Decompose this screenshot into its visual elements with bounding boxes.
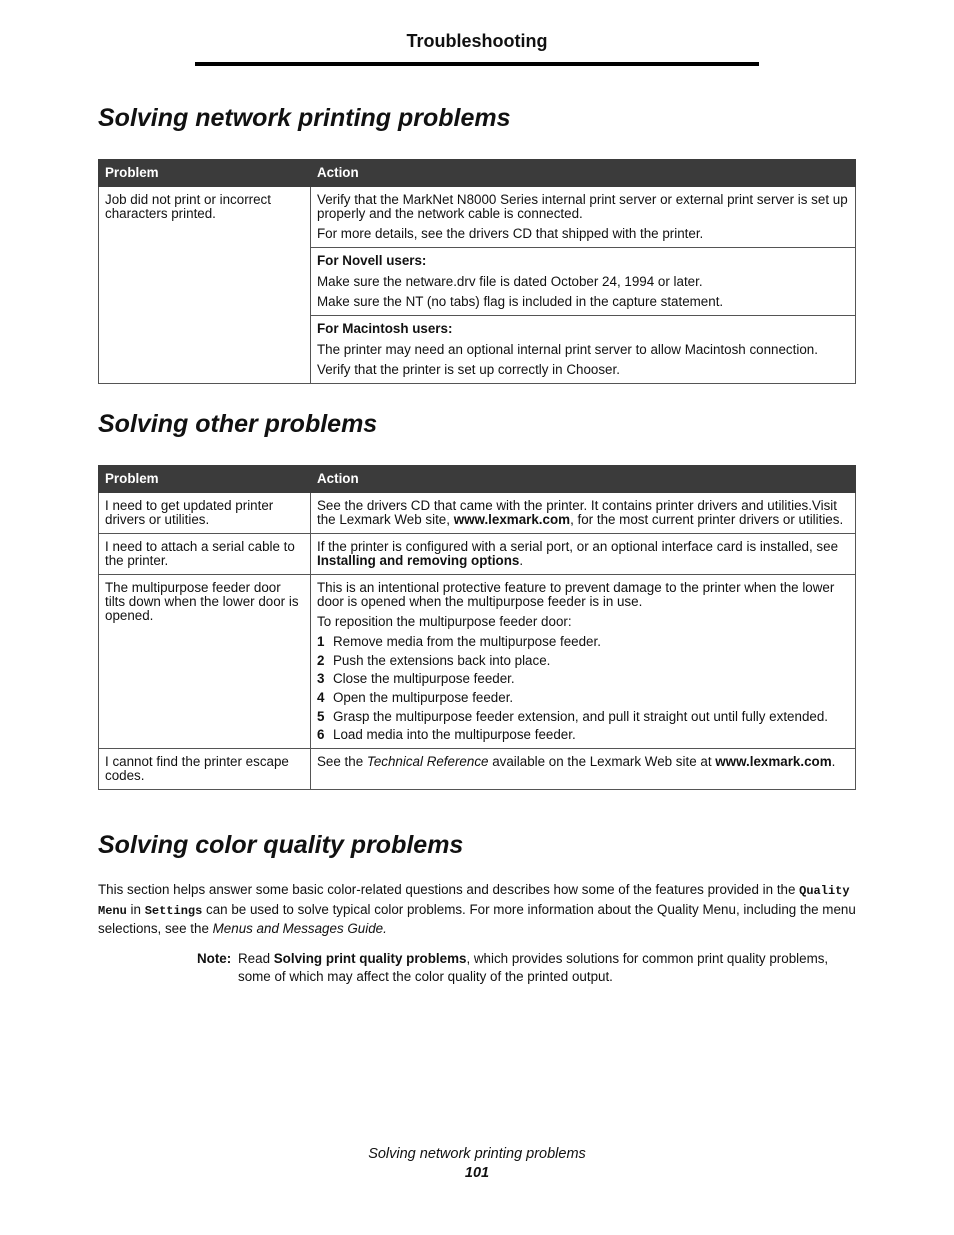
lexmark-link[interactable]: www.lexmark.com bbox=[715, 754, 832, 770]
action-cell: See the Technical Reference available on the Lexmark Web site at www.lexmark.com. bbox=[311, 749, 856, 790]
table-row bbox=[99, 534, 856, 575]
table-header-row bbox=[99, 466, 856, 493]
running-head: Troubleshooting bbox=[406, 31, 548, 51]
section-title-network: Solving network printing problems bbox=[98, 104, 511, 132]
list-item: 1 Remove media from the multipurpose feeder. bbox=[317, 634, 601, 649]
column-header-action: Action bbox=[311, 466, 856, 493]
column-header-action: Action bbox=[311, 160, 856, 187]
section-title-color: Solving color quality problems bbox=[98, 831, 464, 859]
list-item: 3 Close the multipurpose feeder. bbox=[317, 671, 515, 687]
list-item: 4 Open the multipurpose feeder. bbox=[317, 690, 514, 706]
list-item: 2 Push the extensions back into place. bbox=[317, 652, 551, 668]
quality-menu-code: Quality Menu bbox=[98, 884, 850, 918]
problem-cell: I need to attach a serial cable to the printer. bbox=[99, 534, 311, 575]
action-cell bbox=[311, 575, 856, 749]
column-header-problem: Problem bbox=[99, 160, 311, 187]
section-title-other: Solving other problems bbox=[98, 410, 378, 438]
macintosh-heading: For Macintosh users: bbox=[317, 321, 453, 336]
action-cell-macintosh bbox=[311, 316, 856, 384]
lexmark-link[interactable]: www.lexmark.com bbox=[453, 512, 571, 527]
action-text: Verify that the printer is set up correctly in Chooser. bbox=[317, 362, 620, 377]
action-cell: See the drivers CD that came with the printer. It contains printer drivers and utilities.Visit the Lexmark Web site, www.lexmark.com, for the most current printer drivers or utilities. bbox=[311, 493, 856, 534]
problem-cell: Job did not print or incorrect characters printed. bbox=[99, 187, 311, 384]
novell-heading: For Novell users: bbox=[317, 253, 427, 268]
header-rule bbox=[195, 62, 759, 66]
other-problems-table bbox=[98, 465, 856, 790]
problem-cell: The multipurpose feeder door tilts down when the lower door is opened. bbox=[99, 575, 311, 749]
note-label: Note: bbox=[197, 951, 232, 966]
problem-cell: I cannot find the printer escape codes. bbox=[99, 749, 311, 790]
column-header-problem: Problem bbox=[99, 466, 311, 493]
action-text: Verify that the MarkNet N8000 Series internal print server or external print server is set up properly and the network cable is connected. bbox=[317, 192, 848, 221]
action-text: To reposition the multipurpose feeder door: bbox=[317, 614, 572, 629]
table-row bbox=[99, 187, 856, 248]
table-row bbox=[99, 575, 856, 749]
note-block bbox=[197, 950, 857, 985]
action-text: For more details, see the drivers CD that shipped with the printer. bbox=[317, 226, 704, 241]
print-quality-link[interactable]: Solving print quality problems bbox=[273, 951, 467, 966]
settings-code: Settings bbox=[144, 903, 203, 918]
steps-list bbox=[317, 635, 849, 742]
technical-reference-title: Technical Reference bbox=[366, 754, 489, 770]
list-item: 5 Grasp the multipurpose feeder extension, and pull it straight out until fully extended. bbox=[317, 708, 829, 724]
action-text: Make sure the netware.drv file is dated October 24, 1994 or later. bbox=[317, 274, 703, 289]
footer-section-name: Solving network printing problems bbox=[368, 1146, 586, 1162]
color-intro-paragraph: This section helps answer some basic color-related questions and describes how some of the features provided in the Quality Menu in Settings can be used to solve typical color problems. For more information about the Quality Menu, including the menu selections, see the Menus and Messages Guide. bbox=[98, 882, 856, 937]
action-cell bbox=[311, 187, 856, 248]
installing-options-link[interactable]: Installing and removing options bbox=[317, 553, 520, 568]
list-item: 6 Load media into the multipurpose feeder. bbox=[317, 727, 576, 743]
table-header-row bbox=[99, 160, 856, 187]
action-cell: If the printer is configured with a serial port, or an optional interface card is installed, see Installing and removing options. bbox=[311, 534, 856, 575]
action-text: This is an intentional protective feature to prevent damage to the printer when the lower door is opened when the multipurpose feeder is in use. bbox=[317, 580, 835, 609]
page-number: 101 bbox=[464, 1165, 490, 1181]
action-text: The printer may need an optional internal print server to allow Macintosh connection. bbox=[317, 342, 818, 357]
table-row bbox=[99, 749, 856, 790]
action-cell-novell bbox=[311, 248, 856, 316]
problem-cell: I need to get updated printer drivers or utilities. bbox=[99, 493, 311, 534]
note-text: Read Solving print quality problems, which provides solutions for common print quality problems, some of which may affect the color quality of the printed output. bbox=[238, 951, 829, 984]
table-row bbox=[99, 493, 856, 534]
network-problems-table bbox=[98, 159, 856, 384]
menus-guide-title: Menus and Messages Guide. bbox=[212, 921, 387, 937]
action-text: Make sure the NT (no tabs) flag is included in the capture statement. bbox=[317, 294, 724, 309]
